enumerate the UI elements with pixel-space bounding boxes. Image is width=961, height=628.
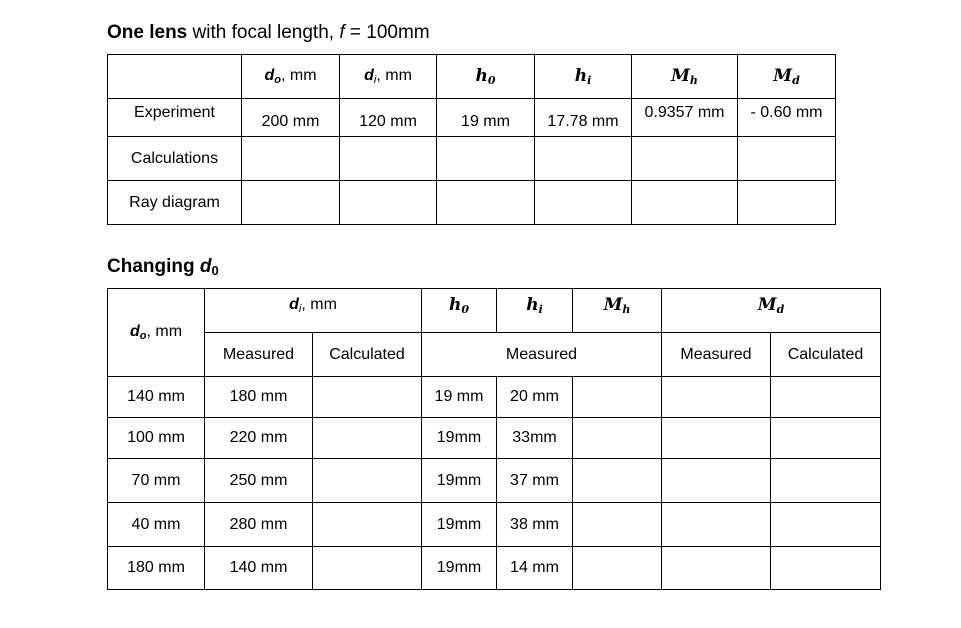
cell-md-calculated: [771, 459, 881, 503]
cell-ho: 19 mm: [422, 377, 497, 418]
row-ray-diagram: [108, 181, 836, 225]
cell-md-calculated: [771, 503, 881, 547]
cell-do: [242, 181, 340, 225]
row-calculations: [108, 137, 836, 181]
cell-di-measured: 250 mm: [205, 459, 313, 503]
cell-mh: [632, 181, 738, 225]
cell-mh: [573, 377, 662, 418]
cell-di: 120 mm: [340, 99, 437, 137]
header-di-measured: Measured: [205, 333, 313, 377]
cell-di-calculated: [313, 418, 422, 459]
cell-ho: 19mm: [422, 547, 497, 590]
cell-di-measured: 220 mm: [205, 418, 313, 459]
cell-di-measured: 140 mm: [205, 547, 313, 590]
cell-ho: [437, 181, 535, 225]
cell-di-measured: 280 mm: [205, 503, 313, 547]
cell-di-calculated: [313, 547, 422, 590]
cell-do: 100 mm: [108, 418, 205, 459]
header-di: $d_i$, mm: [340, 55, 437, 99]
cell-hi: 14 mm: [497, 547, 573, 590]
header-md: $M_d$: [662, 289, 881, 333]
header-md: $M_d$: [738, 55, 836, 99]
cell-md-calculated: [771, 377, 881, 418]
table-row: [108, 418, 881, 459]
header-di-calculated: Calculated: [313, 333, 422, 377]
row-label: Ray diagram: [108, 181, 242, 225]
cell-do: 40 mm: [108, 503, 205, 547]
cell-hi: 17.78 mm: [535, 99, 632, 137]
cell-do: 140 mm: [108, 377, 205, 418]
cell-hi: 38 mm: [497, 503, 573, 547]
cell-ho: 19mm: [422, 459, 497, 503]
one-lens-table: [107, 54, 836, 225]
header-row-2: [108, 333, 881, 377]
cell-do: 180 mm: [108, 547, 205, 590]
header-md-measured: Measured: [662, 333, 771, 377]
cell-di-calculated: [313, 503, 422, 547]
table-row: [108, 547, 881, 590]
cell-do: [242, 137, 340, 181]
header-do: $d_o$, mm: [108, 289, 205, 377]
header-hi: $h_i$: [535, 55, 632, 99]
cell-di-calculated: [313, 377, 422, 418]
header-hi: $h_i$: [497, 289, 573, 333]
cell-hi: 20 mm: [497, 377, 573, 418]
header-ho: $h_0$: [422, 289, 497, 333]
cell-hi: [535, 137, 632, 181]
cell-di: [340, 181, 437, 225]
cell-mh: 0.9357 mm: [632, 99, 738, 137]
cell-md-measured: [662, 377, 771, 418]
cell-md-measured: [662, 459, 771, 503]
table-row: [108, 459, 881, 503]
header-md-calculated: Calculated: [771, 333, 881, 377]
cell-hi: 37 mm: [497, 459, 573, 503]
cell-hi: [535, 181, 632, 225]
cell-md: [738, 137, 836, 181]
cell-md-calculated: [771, 418, 881, 459]
header-mh: $M_h$: [573, 289, 662, 333]
header-mh: $M_h$: [632, 55, 738, 99]
section2-title: Changing $d_0$: [107, 256, 219, 278]
row-label: Experiment: [108, 99, 242, 137]
cell-di-calculated: [313, 459, 422, 503]
section1-title: One lens with focal length, f = 100mm: [107, 22, 430, 43]
cell-ho: 19mm: [422, 503, 497, 547]
cell-mh: [573, 459, 662, 503]
cell-mh: [573, 503, 662, 547]
cell-di-measured: 180 mm: [205, 377, 313, 418]
header-row: [108, 55, 836, 99]
cell-mh: [632, 137, 738, 181]
table-row: [108, 377, 881, 418]
header-h-measured: Measured: [422, 333, 662, 377]
row-label: Calculations: [108, 137, 242, 181]
cell-md-calculated: [771, 547, 881, 590]
header-do: $d_o$, mm: [242, 55, 340, 99]
cell-md-measured: [662, 418, 771, 459]
cell-ho: 19mm: [422, 418, 497, 459]
cell-ho: [437, 137, 535, 181]
header-ho: $h_0$: [437, 55, 535, 99]
cell-di: [340, 137, 437, 181]
cell-mh: [573, 547, 662, 590]
cell-md-measured: [662, 503, 771, 547]
cell-md-measured: [662, 547, 771, 590]
header-row-1: [108, 289, 881, 333]
cell-do: 70 mm: [108, 459, 205, 503]
cell-hi: 33mm: [497, 418, 573, 459]
cell-mh: [573, 418, 662, 459]
table-row: [108, 503, 881, 547]
cell-md: - 0.60 mm: [738, 99, 836, 137]
corner-cell: [108, 55, 242, 99]
cell-do: 200 mm: [242, 99, 340, 137]
cell-ho: 19 mm: [437, 99, 535, 137]
header-di: $d_i$, mm: [205, 289, 422, 333]
cell-md: [738, 181, 836, 225]
row-experiment: [108, 99, 836, 137]
changing-do-table: [107, 288, 881, 590]
